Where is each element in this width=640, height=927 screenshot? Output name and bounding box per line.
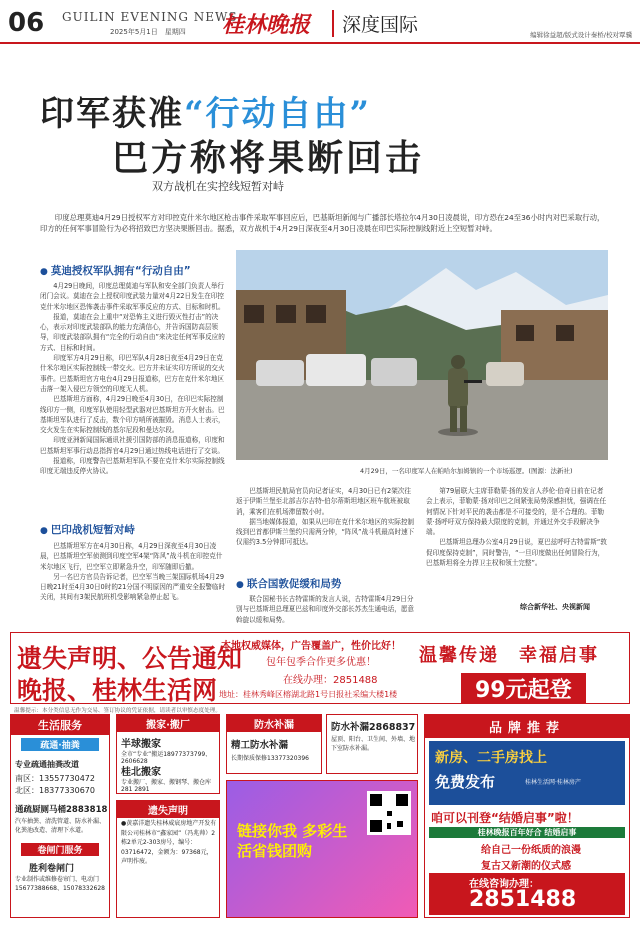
brand-logo: 桂林晚报 bbox=[222, 13, 311, 38]
waterproof2-line2: 屋顶、阳台、卫生间、外墙、地下室防水补漏。 bbox=[331, 736, 416, 752]
waterproof-title: 防水补漏 bbox=[227, 715, 321, 732]
paragraph: 报道称，印度警告巴基斯坦军队不要在克什米尔实际控制线印度无端违反停火协议。 bbox=[40, 457, 225, 476]
headline-line1 bbox=[40, 86, 371, 135]
moving-box bbox=[116, 714, 220, 794]
section2-body bbox=[40, 541, 228, 603]
shutter-line2: 专业制作或维修卷帘门、电动门15677388668、15078332628 bbox=[15, 876, 105, 892]
section1-body bbox=[40, 281, 228, 477]
editor-credits: 编辑徐益超/版式设计秦桥/校对覃骥 bbox=[530, 31, 632, 39]
paragraph: 巴基斯坦总理办公室4月29日说，夏巴兹呼吁古特雷斯“敦促印度保持克制”，同时警告，“一旦印度做出任何冒险行为，巴基斯坦将全力捍卫主权和领土完整”。 bbox=[426, 538, 607, 568]
ad-mid-line1: 本地权威媒体，广告覆盖广，性价比好！ bbox=[221, 641, 401, 652]
sewer-line3: 北区：18377330670 bbox=[15, 786, 95, 795]
waterproof2-box bbox=[326, 714, 418, 774]
paragraph: 巴基斯坦军方在4月30日称，4月29日深夜至4月30日凌晨，巴基斯坦空军侦测到印度空军4架“阵风”战斗机在印控克什米尔地区飞行，巴空军立即紧急升空，印军随即后撤。 bbox=[40, 542, 223, 571]
paragraph: 印度亚洲新闻国际通讯社援引国防部的消息报道称，印度和巴基斯坦军事行动总指挥官4月29日通过热线电话进行了交谈。 bbox=[40, 436, 225, 455]
page-number: 06 bbox=[8, 8, 45, 38]
paragraph: 4月29日晚间，印度总理莫迪与军队和安全部门负责人举行闭门会议。莫迪在会上授权印度武装力量对4月22日发生在印控克什米尔地区恐怖袭击事件采取军事反应的方式、目标和时机。 bbox=[40, 282, 225, 311]
section1-title: ● 莫迪授权军队拥有“行动自由” bbox=[40, 263, 191, 278]
shutter-line1: 胜利卷闸门 bbox=[29, 864, 75, 874]
section2-title: ● 巴印战机短暂对峙 bbox=[40, 522, 135, 537]
paragraph: 巴基斯坦民航局官员向记者证实，4月30日已有2架次往返于伊斯兰堡至北部吉尔吉特-伯尔蒂斯坦地区班车航班被取消，乘客们在机场滞留数小时。 bbox=[236, 487, 412, 516]
ad-mid-line3: 在线办理：2851488 bbox=[283, 675, 378, 686]
moving-line2: 全市“专业”搬运18977373799、2606628 bbox=[121, 751, 212, 765]
news-credit: 综合新华社、央视新闻 bbox=[520, 603, 590, 611]
hotline-banner bbox=[429, 873, 625, 915]
shutter-title: 卷闸门服务 bbox=[21, 843, 99, 856]
house-ad-line1: 新房、二手房找上 bbox=[435, 750, 547, 766]
kitchen-title: 通疏厨厕马桶2883818 bbox=[15, 805, 108, 815]
lead-paragraph: 印度总理莫迪4月29日授权军方对印控克什米尔地区枪击事件采取军事回应后，巴基斯坦新闻与广播部长塔拉尔4月30日凌晨说，印方恐在24至36小时内对巴采取行动，印方的任何军事冒险行为必将招致巴方坚决果断回击。据悉，双方战机于4月29日深夜至4月30日凌晨在印巴实际控制线附近上空短暂对峙。 bbox=[40, 213, 605, 233]
wedding-line2: 桂林晚报百年好合 结婚启事 bbox=[429, 827, 625, 838]
paragraph: 联合国秘书长古特雷斯的发言人说，古特雷斯4月29日分别与巴基斯坦总理夏巴兹和印度外交部长苏杰生通电话，愿意斡旋以缓和局势。 bbox=[236, 595, 415, 624]
issue-date: 2025年5月1日 星期四 bbox=[110, 28, 186, 36]
headline-line2: 巴方称将果断回击 bbox=[112, 137, 425, 179]
waterproof-line1: 精工防水补漏 bbox=[231, 740, 289, 751]
lost-notice-box bbox=[116, 800, 220, 918]
wedding-line3: 给自己一份纸质的浪漫 bbox=[481, 845, 581, 856]
classified-ad-banner bbox=[10, 632, 630, 704]
wedding-line4: 复古又新潮的仪式感 bbox=[481, 861, 571, 872]
lost-body: ●黄嘉洋遗失桂林威宸房地产开发有限公司桂林市“鑫家园”（冯兆帅）2栋2单元2-303房号，编号：03716472，金额为：97368元，声明作废。 bbox=[121, 820, 217, 865]
headline-line1-a: 印军获准 bbox=[40, 94, 184, 134]
paragraph: 据当地媒体报道，如果从巴印在克什米尔地区的实际控制线到巴首都伊斯兰堡约只需两分钟，“阵风”战斗机最高时速下仅需约3.5分钟即可抵达。 bbox=[236, 517, 415, 547]
sewer-line2: 南区：13557730472 bbox=[15, 774, 95, 783]
wedding-line5: 在线咨询办理： bbox=[469, 879, 539, 890]
paragraph: 巴基斯坦方面称，4月29日晚至4月30日，在印巴实际控制线印方一侧，印度军队使用轻型武器对巴基斯坦方开火射击。巴基斯坦军队进行了反击，数个印方哨所被摧毁。消息人士表示，交火发生在实际控制线的基尔尼段和曼达尔段。 bbox=[40, 395, 225, 435]
ad-right-line1: 温馨传递 幸福启事 bbox=[419, 645, 599, 666]
wedding-line1: 咱可以刊登“结婚启事”啦！ bbox=[431, 811, 579, 825]
ad-left-line2: 晚报、桂林生活网 bbox=[17, 676, 218, 705]
wedding-hotline: 2851488 bbox=[469, 887, 577, 912]
market-patrol-photo bbox=[236, 250, 608, 460]
section3-body-b bbox=[426, 486, 608, 568]
paragraph: 报道，莫迪在会上重申“对恐怖主义进行毁灭性打击”的决心，表示对印度武装部队的能力充满信心，并告诉国防高层领导，印度武装部队拥有“完全的行动自由”来决定任何军事反应的方式、目标和时间。 bbox=[40, 312, 225, 352]
ad-right-price: 99元起登 bbox=[461, 673, 586, 704]
life-service-box bbox=[10, 714, 110, 918]
brand-recommend-box bbox=[424, 714, 630, 918]
ad-left-line1: 遗失声明、公告通知 bbox=[17, 644, 243, 673]
section3-title: ● 联合国敦促缓和局势 bbox=[236, 576, 341, 591]
disclaimer: 温馨提示：本分类信息无作为交易、签订协议的凭证依据，请读者以审慎态度处理。 bbox=[14, 708, 221, 714]
waterproof2-line1: 防水补漏2868837 bbox=[331, 722, 416, 733]
paragraph: 第79届联大主席菲勒蒙·扬的发言人莎伦·伯奇日前在记者会上表示，菲勒蒙·扬对印巴之间紧张局势深感担忧，强调在任何情况下针对平民的袭击都是不可接受的，是不合理的。菲勒蒙·扬呼吁双方保持最大限度的克制，并通过外交手段解决争端。 bbox=[426, 487, 607, 537]
section3-body-a bbox=[236, 594, 416, 625]
moving-line1: 半球搬家 bbox=[121, 739, 161, 750]
house-ad-line3: 桂林生活网·桂林房产 bbox=[525, 779, 581, 786]
qr-code-icon bbox=[367, 791, 411, 835]
moving-title: 搬家·搬厂 bbox=[117, 715, 219, 732]
sewer-title: 疏通·抽粪 bbox=[21, 738, 99, 751]
paragraph: 印度军方4月29日称，印巴军队4月28日夜至4月29日在克什米尔地区实际控制线一带交火。巴方并未证实印方所说的交火事件。巴基斯坦官方电台4月29日报道称，巴方在克什米尔地区击落一架入侵巴方领空的印度无人机。 bbox=[40, 354, 225, 393]
ad-mid-line4: 地址：桂林秀峰区榕湖北路1号日报社采编大楼1楼 bbox=[219, 690, 398, 699]
moving-line3: 桂北搬家 bbox=[121, 767, 161, 778]
waterproof-line2: 长期保质保修13377320396 bbox=[231, 755, 309, 762]
section-title: 深度国际 bbox=[332, 10, 418, 37]
photo-caption: 4月29日，一名印度军人在帕哈尔加姆镇的一个市场巡逻。(图源：法新社) bbox=[360, 467, 573, 475]
moving-line4: 专业搬厂、搬家、搬钢琴、搬仓库281 2891 bbox=[121, 779, 212, 793]
life-service-title: 生活服务 bbox=[11, 715, 109, 735]
group-buy-ad bbox=[226, 780, 418, 918]
kitchen-body: 汽车抽粪、清洗管道、防水补漏、化粪池改造、清理下水道。 bbox=[15, 818, 106, 834]
headline-quote: “行动自由” bbox=[184, 94, 372, 134]
brand-title: 品牌推荐 bbox=[425, 715, 629, 738]
news-photo bbox=[236, 250, 608, 460]
sewer-line1: 专业疏通抽粪改道 bbox=[15, 760, 79, 769]
paragraph: 另一名巴方官员告诉记者，巴空军当晚三架国际机场4月29日晚21时至4月30日0时的21分国不明原因的严重安全报警临时关闭，其间有3架民航班机受影响紧急停止起飞。 bbox=[40, 572, 226, 602]
house-ad bbox=[429, 741, 625, 805]
page-header bbox=[0, 0, 640, 44]
mid-column-body bbox=[236, 486, 416, 548]
house-ad-line2: 免费发布 bbox=[435, 773, 496, 791]
paper-name: GUILIN EVENING NEWS bbox=[62, 10, 238, 24]
lost-title: 遗失声明 bbox=[117, 801, 219, 818]
waterproof-box bbox=[226, 714, 322, 774]
ad-mid-line2: 包年包季合作更多优惠！ bbox=[266, 657, 376, 668]
group-buy-slogan: 链接你我 多彩生活省钱团购 bbox=[237, 822, 348, 860]
subtitle: 双方战机在实控线短暂对峙 bbox=[152, 180, 284, 193]
